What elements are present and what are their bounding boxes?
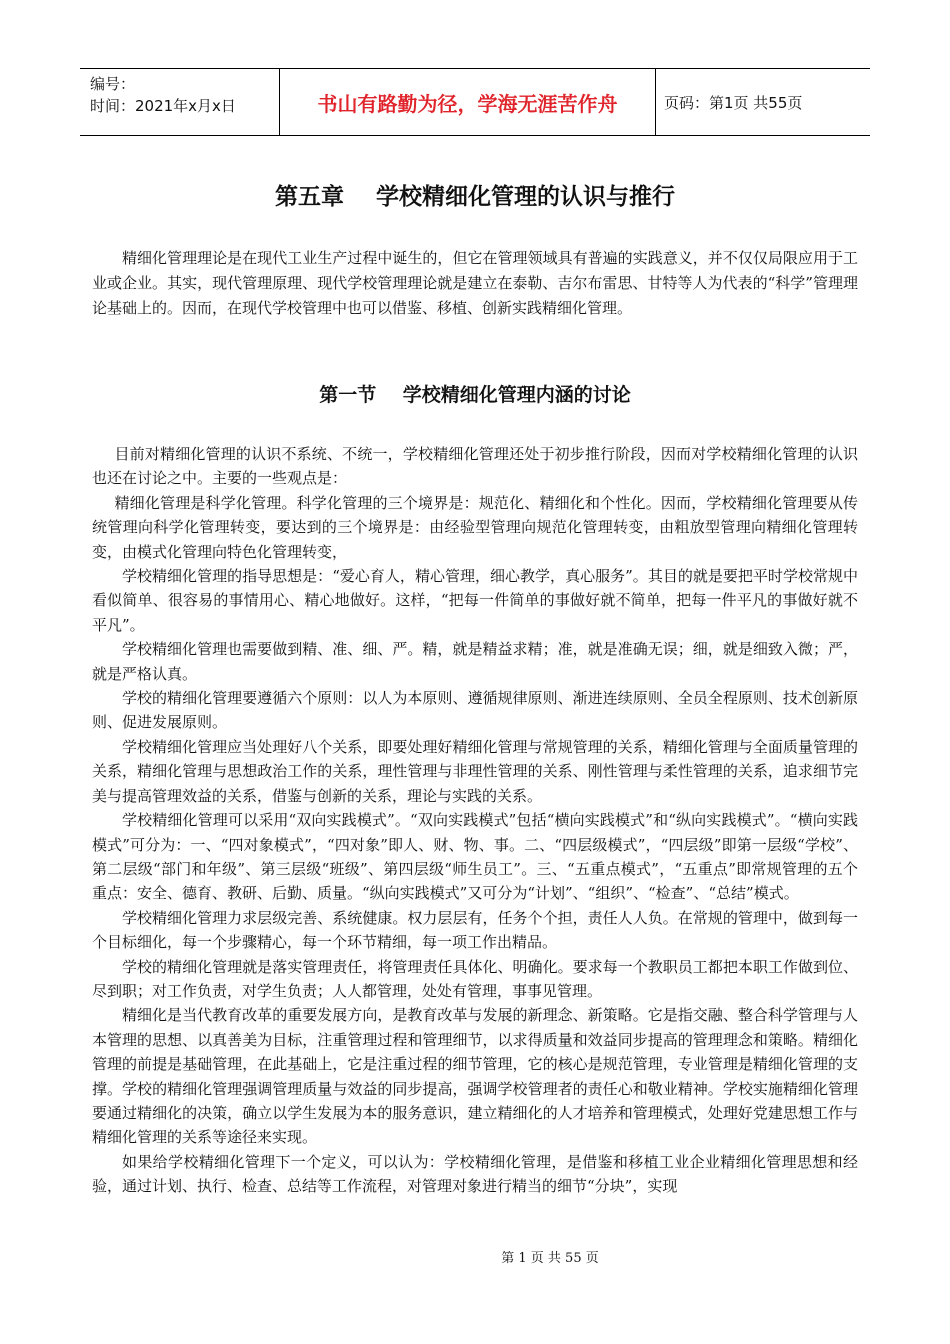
- paragraph: 学校精细化管理可以采用“双向实践模式”。“双向实践模式”包括“横向实践模式”和“纵向实践模式”。“横向实践模式”可分为：一、“四对象模式”，“四对象”即人、财、物、事。二、“四层级模式”，“四层级”即第一层级“学校”、第二层级“部门和年级”、第三层级“班级”、第四层级“师生员工”。三、“五重点模式”，“五重点”即常规管理的五个重点：安全、德育、教研、后勤、质量。“纵向实践模式”又可分为“计划”、“组织”、“检查”、“总结”模式。: [92, 811, 858, 903]
- header-number: 编号：: [90, 75, 136, 93]
- paragraph: 精细化是当代教育改革的重要发展方向，是教育改革与发展的新理念、新策略。它是指交融、整合科学管理与人本管理的思想、以真善美为目标，注重管理过程和管理细节，以求得质量和效益同步提高的管理理念和策略。精细化管理的前提是基础管理，在此基础上，它是注重过程的细节管理，它的核心是规范管理，专业管理是精细化管理的支撑。学校的精细化管理强调管理质量与效益的同步提高，强调学校管理者的责任心和敬业精神。学校实施精细化管理要通过精细化的决策，确立以学生发展为本的服务意识，建立精细化的人才培养和管理模式，处理好党建思想工作与精细化管理的关系等途径来实现。: [92, 1006, 858, 1147]
- chapter-title: 第五章 学校精细化管理的认识与推行: [274, 184, 676, 210]
- header-page-number: 页码：第1页 共55页: [664, 93, 803, 112]
- paragraph: 学校精细化管理应当处理好八个关系，即要处理好精细化管理与常规管理的关系，精细化管理与全面质量管理的关系，精细化管理与思想政治工作的关系，理性管理与非理性管理的关系、刚性管理与柔性管理的关系，追求细节完美与提高管理效益的关系，借鉴与创新的关系，理论与实践的关系。: [92, 737, 858, 805]
- section-title: 第一节 学校精细化管理内涵的讨论: [319, 384, 631, 406]
- paragraph: 学校的精细化管理要遵循六个原则：以人为本原则、遵循规律原则、渐进连续原则、全员全程原则、技术创新原则、促进发展原则。: [92, 689, 858, 732]
- paragraph: 学校精细化管理力求层级完善、系统健康。权力层层有，任务个个担，责任人人负。在常规的管理中，做到每一个目标细化，每一个步骤精心，每一个环节精细，每一项工作出精品。: [92, 908, 858, 952]
- paragraph: 学校精细化管理也需要做到精、准、细、严。精，就是精益求精；准，就是准确无误；细，就是细致入微；严，就是严格认真。: [92, 640, 858, 683]
- intro-paragraph: 精细化管理理论是在现代工业生产过程中诞生的，但它在管理领域具有普遍的实践意义，并不仅仅局限应用于工业或企业。其实，现代管理原理、现代学校管理理论就是建立在泰勒、吉尔布雷思、甘特等人为代表的“科学”管理理论基础上的。因而，在现代学校管理中也可以借鉴、移植、创新实践精细化管理。: [92, 249, 858, 317]
- body-text: [92, 442, 858, 1199]
- header-meta: [80, 69, 280, 135]
- header-date: 时间：2021年x月x日: [90, 97, 236, 115]
- page-header: [80, 68, 870, 136]
- paragraph: 精细化管理是科学化管理。科学化管理的三个境界是：规范化、精细化和个性化。因而，学校精细化管理要从传统管理向科学化管理转变，要达到的三个境界是：由经验型管理向规范化管理转变，由粗放型管理向精细化管理转变，由模式化管理向特色化管理转变，: [92, 493, 858, 561]
- paragraph: 如果给学校精细化管理下一个定义，可以认为：学校精细化管理，是借鉴和移植工业企业精细化管理思想和经验，通过计划、执行、检查、总结等工作流程，对管理对象进行精当的细节“分块”，实现: [92, 1152, 858, 1196]
- paragraph: 目前对精细化管理的认识不系统、不统一，学校精细化管理还处于初步推行阶段，因而对学校精细化管理的认识也还在讨论之中。主要的一些观点是：: [92, 445, 858, 488]
- page-footer: 第 1 页 共 55 页: [501, 1251, 599, 1266]
- paragraph: 学校的精细化管理就是落实管理责任，将管理责任具体化、明确化。要求每一个教职员工都把本职工作做到位、尽到职；对工作负责，对学生负责；人人都管理，处处有管理，事事见管理。: [92, 957, 858, 1000]
- header-motto: 书山有路勤为径，学海无涯苦作舟: [280, 69, 656, 135]
- paragraph: 学校精细化管理的指导思想是：“爱心育人，精心管理，细心教学，真心服务”。其目的就是要把平时学校常规中看似简单、很容易的事情用心、精心地做好。这样，“把每一件简单的事做好就不简单，把每一件平凡的事做好就不平凡”。: [92, 567, 858, 634]
